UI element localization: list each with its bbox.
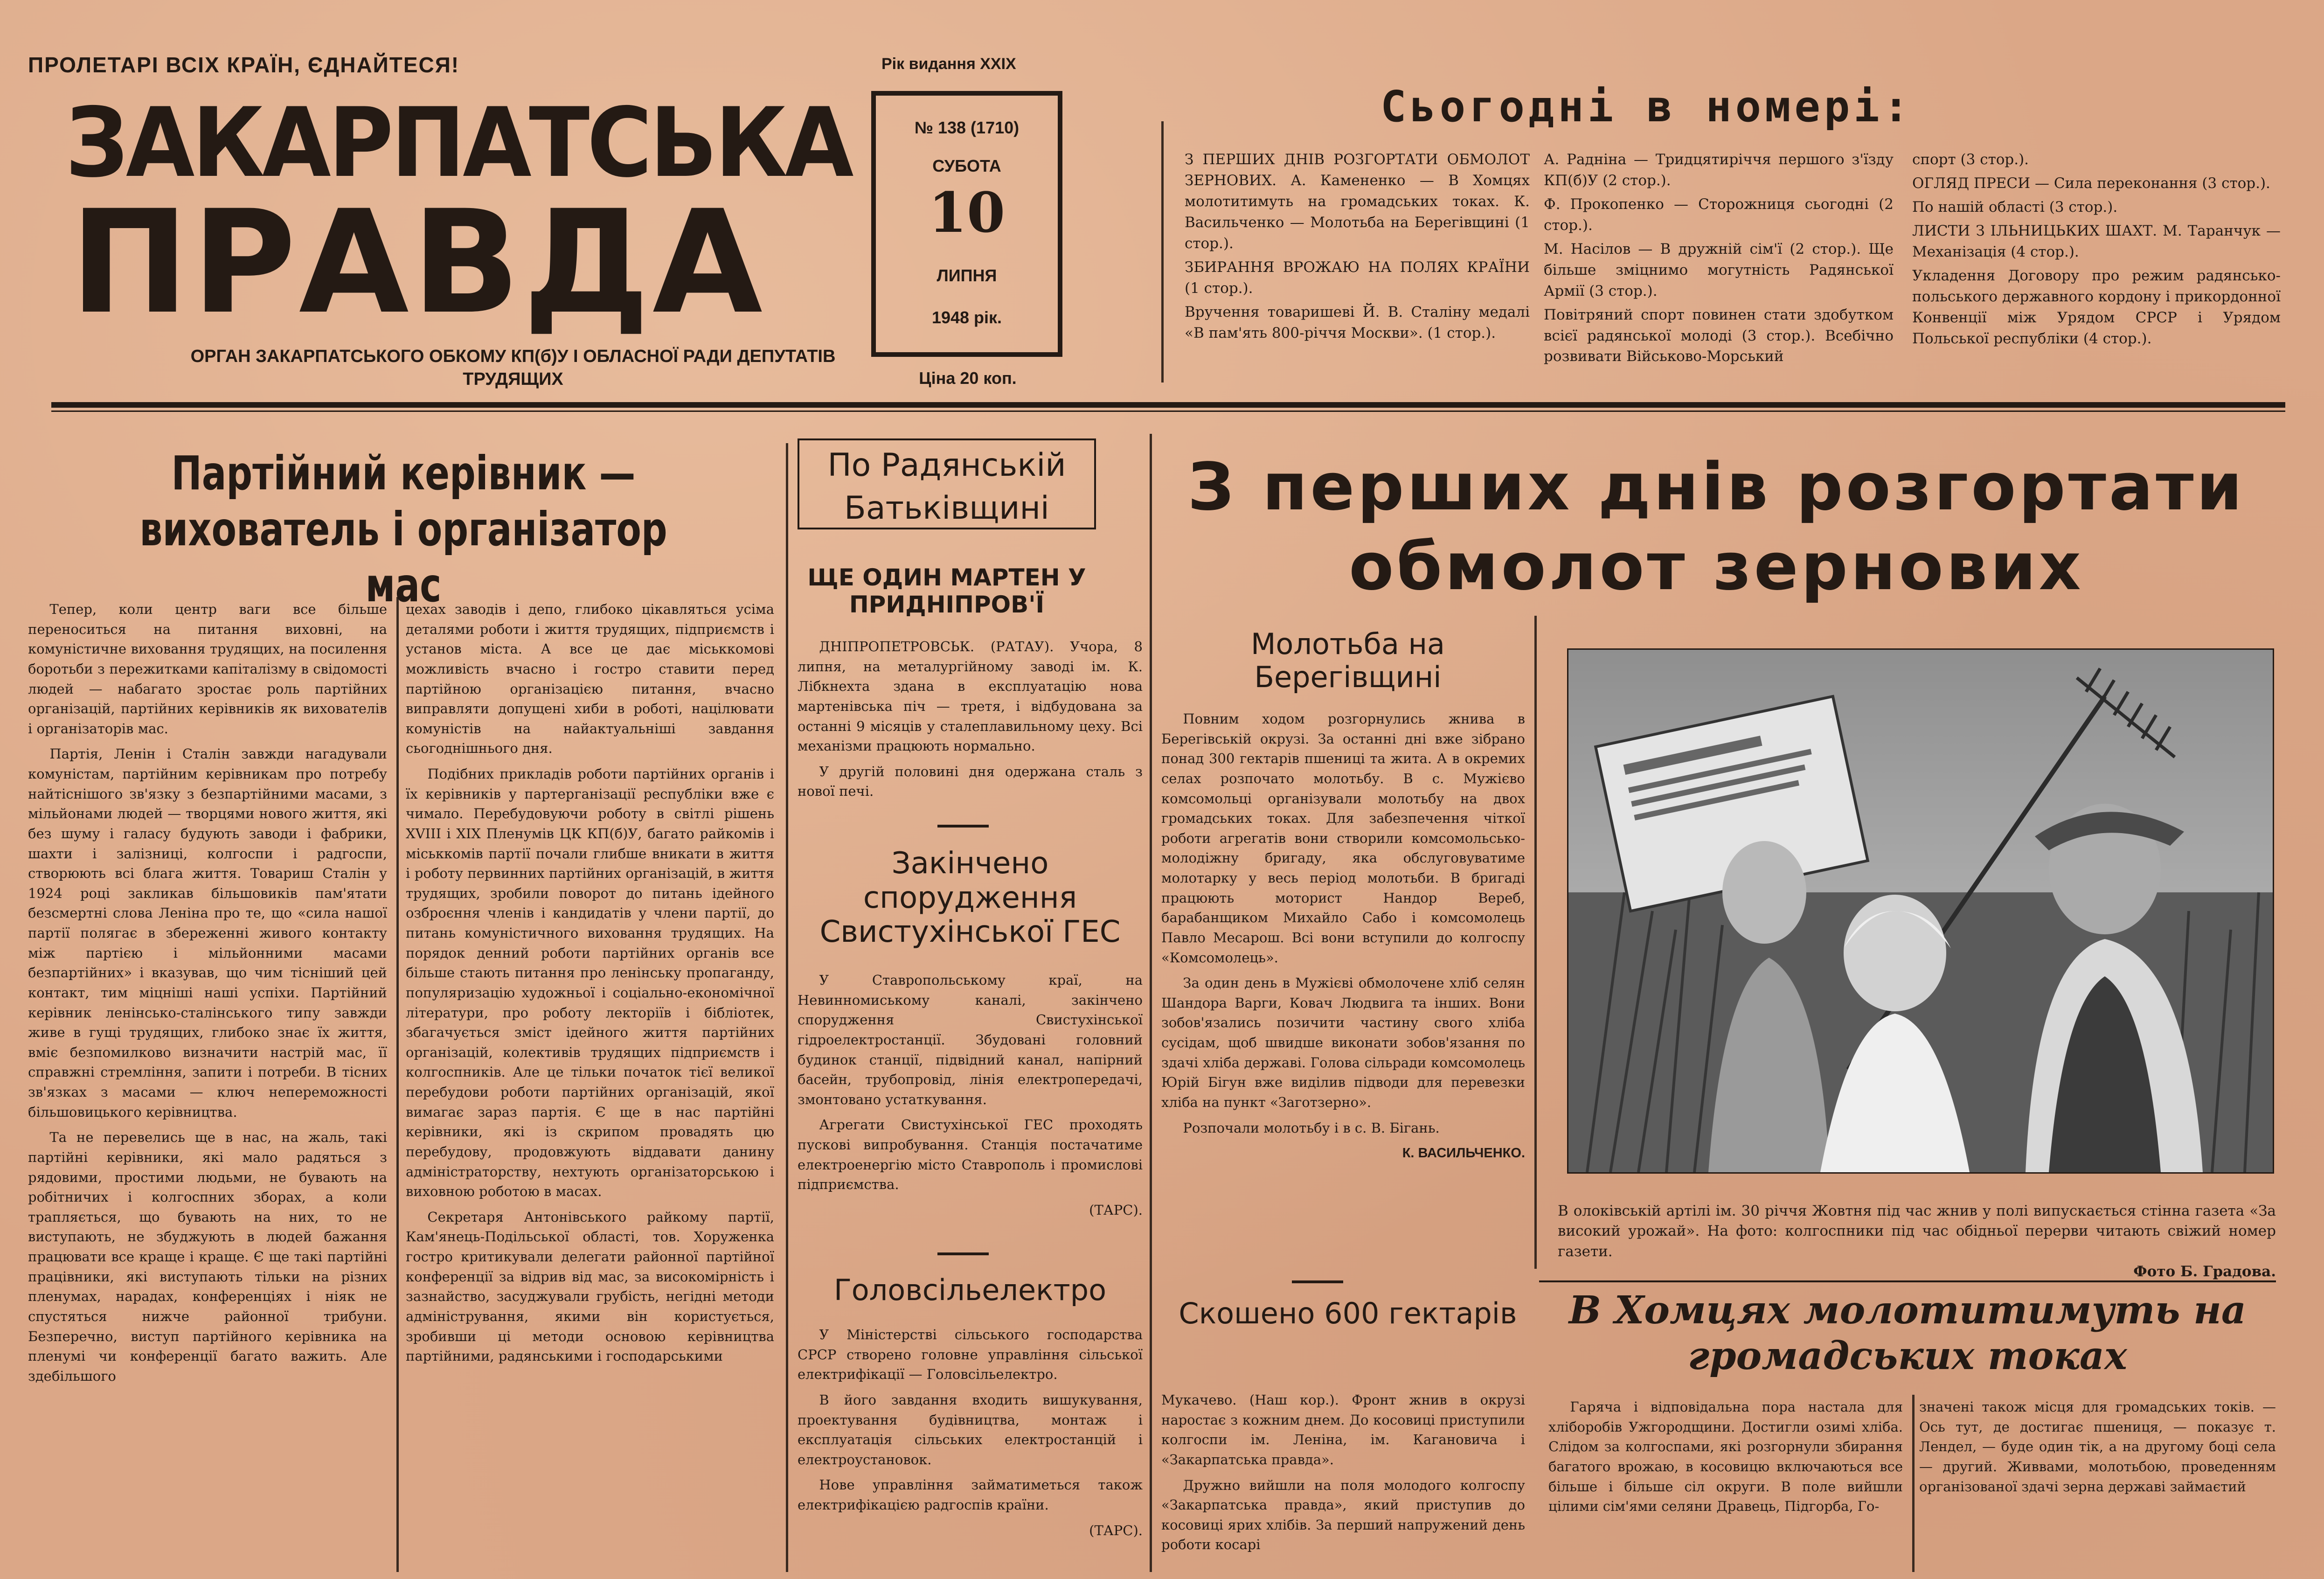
contents-item: ЗБИРАННЯ ВРОЖАЮ НА ПОЛЯХ КРАЇНИ (1 стор.).: [1185, 258, 1530, 297]
column-divider: [786, 443, 788, 1572]
paragraph: Розпочали молотьбу і в с. В. Бігань.: [1183, 1120, 1440, 1136]
slogan: ПРОЛЕТАРІ ВСІХ КРАЇН, ЄДНАЙТЕСЯ!: [28, 53, 460, 77]
paragraph: Тепер, коли центр ваги все більше переноситься на питання виховні, на комуністичне виховання трудящих, на посилення боротьби з пережитками капіталізму в свідомості людей — набагато зростає роль партійних організацій, партійних керівників як вихователів і організаторів мас.: [28, 601, 387, 737]
contents-item: А. Радніна — Тридцятиріччя першого з'їзду КП(б)У (2 стор.).: [1544, 151, 1894, 189]
contents-heading: Сьогодні в номері:: [1381, 82, 1913, 132]
paragraph: В його завдання входить вишукування, проектування будівництва, монтаж і експлуатація сільських електростанцій і електроустановок.: [798, 1391, 1143, 1468]
editorial-column-2: [406, 599, 774, 1366]
price: Ціна 20 коп.: [919, 369, 1017, 388]
source: (ТАРС).: [1089, 1522, 1143, 1538]
contents-item: Укладення Договору про режим радянсько-польського державного кордону і прикордонної Конвенції між Урядом СРСР і Урядом Польської республіки (4 стор.).: [1912, 267, 2281, 347]
separator: [937, 825, 989, 828]
article-headline: Головсільелектро: [833, 1273, 1107, 1307]
article-body: [1548, 1397, 1903, 1516]
paragraph: Подібних прикладів роботи партійних органів і їх керівників у партерганізації республіки вже є чимало. Перебудовуючи роботу в світлі рішень XVIII і XIX Пленумів ЦК КП(б)У, багато райкомів і міськкомів партії почали глибше вникати в життя і роботу первинних партійних організацій, в життя трудящих, зробили поворот до питань ідейного озброєння членів і кандидатів у члени партії, до питань комуністичного виховання трудящих. На порядок денний роботи партійних органів все більше стають питання про ленінську пропаганду, популяризацію художньої і соціально-економічної літератури, про роботу лекторіїв і бібліотек, збагачується зміст ідейного життя партійних організацій, колективів трудящих підприємств і колгоспників. Але це тільки початок тієї великої перебудови роботи партійних організацій, якої вимагає зараз партія. Є ще в нас партійні керівники, які із скрипом провадять цю перебудову, продовжують віддавати данину адміністраторству, нехтують організаторською і виховною роботою в масах.: [406, 766, 774, 1200]
contents-item: спорт (3 стор.).: [1912, 151, 2029, 168]
column-divider: [1912, 1395, 1915, 1572]
paragraph: Та не перевелись ще в нас, на жаль, такі партійні керівники, які мало радяться з рядовими, простими людьми, не бувають на робітничих і колгоспних зборах, а коли трапляється, що бувають на них, то не виступають, не збуджують в людей бажання працювати все краще і краще. Є ще такі партійні працівники, які виступають тільки на різних пленумах, нарадах, конференціях і ніяк не спустяться нижче районної трибуни. Безперечно, виступ партійного керівника на пленумі чи конференції багато важить. Але здебільшого: [28, 1129, 387, 1384]
editorial-headline: Партійний керівник — вихователь і організатор мас: [139, 446, 667, 612]
caption-text: В олоківській артілі ім. 30 річчя Жовтня під час жнив у полі випускається стінна газета «За високий урожай». На фото: колгоспники під час обідньої перерви читають свіжий номер газети.: [1558, 1203, 2276, 1260]
paragraph: У Міністерстві сільського господарства СРСР створено головне управління сільської електрифікації — Головсільелектро.: [798, 1327, 1143, 1383]
separator: [1292, 1280, 1343, 1283]
masthead-rule: [51, 402, 2285, 408]
article-body: [798, 637, 1143, 801]
weekday: СУБОТА: [932, 156, 1001, 175]
article-headline: Скошено 600 гектарів: [1179, 1296, 1517, 1330]
column-divider: [1150, 434, 1152, 1572]
paragraph: Агрегати Свистухінської ГЕС проходять пускові випробування. Станція постачатиме електроенергію місто Ставрополь і промислові підприємства.: [798, 1117, 1143, 1193]
harvest-photo: [1567, 648, 2274, 1174]
photo-caption: [1558, 1201, 2276, 1282]
paragraph: Повним ходом розгорнулись жнива в Берегівській окрузі. За останні дні вже зібрано понад 300 гектарів пшениці та жита. А в окремих селах розпочато молотьбу. В с. Мужієво комсомольці організували молотьбу на двох громадських токах. Для забезпечення чіткої роботи агрегатів вони створили комсомольсько-молодіжну бригаду, яка обслуговуватиме молотарку у весь період молотьби. В бригаді працюють моторист Нандор Вереб, барабанщиком Михайло Сабо і комсомолець Павло Месарош. Всі вони вступили до колгоспу «Комсомолець».: [1161, 711, 1525, 966]
paragraph: Нове управління займатиметься також електрифікацією радгоспів країни.: [798, 1477, 1143, 1513]
article-body: [1161, 709, 1525, 1163]
paragraph: Секретаря Антонівського райкому партії, Кам'янець-Подільської області, тов. Хоруженка гостро критикували делегати районної партійної конференції за відрив від мас, за високомірність і зазнайство, засуджували грубість, негідні методи адміністрування, якими він користується, зробивши ці методи основою керівництва партійними, радянськими і господарськими: [406, 1209, 774, 1364]
column-divider: [1534, 616, 1537, 1269]
article-headline: Молотьба на Берегівщині: [1250, 627, 1445, 695]
article-headline: В Хомцях молотитимуть на громадських токах: [1568, 1288, 2247, 1379]
article-body: [1161, 1390, 1525, 1555]
paragraph: Дружно вийшли на поля молодого колгоспу «Закарпатська правда», який приступив до косовиці ярих хлібів. За перший напружений день роботи косарі: [1161, 1477, 1525, 1553]
contents-item: Вручення товаришеві Й. В. Сталіну медалі «В пам'ять 800-річчя Москви». (1 стор.).: [1185, 303, 1530, 341]
contents-item: По нашій області (3 стор.).: [1912, 198, 2118, 216]
contents-item: ОГЛЯД ПРЕСИ — Сила переконання (3 стор.).: [1912, 174, 2270, 192]
paragraph: ДНІПРОПЕТРОВСЬК. (РАТАУ). Учора, 8 липня, на металургійному заводі ім. К. Лібкнехта здана в експлуатацію нова мартенівська піч — третя, і відбудована за останні 9 місяців у сталеплавильному цеху. Всі механізми працюють нормально.: [798, 639, 1143, 754]
section-rubric: По Радянській Батьківщині: [798, 438, 1096, 529]
author: К. ВАСИЛЬЧЕНКО.: [1402, 1146, 1525, 1161]
contents-column-1: [1185, 149, 1530, 346]
issue-number: № 138 (1710): [914, 118, 1020, 137]
contents-item: З ПЕРШИХ ДНІВ РОЗГОРТАТИ ОБМОЛОТ ЗЕРНОВИХ. А. Камененко — В Хомцях молотитимуть на громадських токах. К. Васильченко — Молотьба на Берегівщині (1 стор.).: [1185, 151, 1530, 252]
publisher-line: ОРГАН ЗАКАРПАТСЬКОГО ОБКОМУ КП(б)У І ОБЛАСНОЇ РАДИ ДЕПУТАТІВ ТРУДЯЩИХ: [190, 347, 836, 390]
contents-column-3: [1912, 149, 2281, 352]
lead-headline: З перших днів розгортати обмолот зернових: [1187, 449, 2245, 605]
article-headline: ЩЕ ОДИН МАРТЕН У ПРИДНІПРОВ'Ї: [807, 564, 1086, 618]
paragraph: значені також місця для громадських токів. — Ось тут, де достигає пшениця, — показує т. Лендел, — буде один тік, а на другому боці села — другий. Живвами, молотьбою, проведенням організованої здачі зерна державі займаєтий: [1919, 1399, 2276, 1495]
paragraph: Партія, Ленін і Сталін завжди нагадували комуністам, партійним керівникам про потребу найтіснішого зв'язку з безпартійними масами, з мільйонами людей — творцями нового життя, які без шуму і галасу будують заводи і фабрики, шахти і залізниці, колгоспи і радгоспи, створюють всі блага життя. Товариш Сталін у 1924 році закликав більшовиків пам'ятати безсмертні слова Леніна про те, що «сила нашої партії полягає в збереженні живого контакту між партією і мільйонними масами безпартійних» і вказував, що чим тісніший цей контакт, тим міцніші наші успіхи. Партійний керівник ленінсько-сталінського типу завжди живе в гущі трудящих, глибоко знає їх життя, вміє безпомилково визначити настрій мас, її справжні стремління, запити і потреби. В тісних зв'язках з масами — ключ непереможності більшовицького керівництва.: [28, 746, 387, 1120]
column-divider: [1161, 121, 1164, 383]
paragraph: Гаряча і відповідальна пора настала для хліборобів Ужгородщини. Достигли озимі хліба. Слідом за колгоспами, які розгорнули збирання багатого врожаю, в косовицю включаються все більше і більше сіл округи. В поле вийшли цілими сім'ями селяни Дравець, Підгорба, Го-: [1548, 1399, 1903, 1515]
photo-illustration: [1568, 650, 2273, 1172]
date-day: 10: [928, 180, 1006, 245]
date-month: ЛИПНЯ: [937, 266, 997, 285]
newspaper-title-line1: ЗАКАРПАТСЬКА: [65, 88, 851, 199]
separator: [937, 1252, 989, 1255]
paragraph: За один день в Мужієві обмолочене хліб селян Шандора Варги, Ковач Людвига та інших. Вони зобов'язались позичити частину свого хліба сусідам, щоб швидше виконати зобов'язання по здачі хліба державі. Голова сільради комсомолець Юрій Бігун вже виділив підводи для перевезки хліба на пункт «Заготзерно».: [1161, 975, 1525, 1110]
contents-item: М. Насілов — В дружній сім'ї (2 стор.). Ще більше зміцнимо могутність Радянської Армії (3 стор.).: [1544, 240, 1894, 299]
article-body: [798, 1325, 1143, 1540]
contents-item: ЛИСТИ З ІЛЬНИЦЬКИХ ШАХТ. М. Таранчук — Механізація (4 стор.).: [1912, 222, 2281, 260]
contents-item: Ф. Прокопенко — Сторожниця сьогодні (2 стор.).: [1544, 195, 1894, 234]
column-divider: [396, 597, 399, 1572]
contents-column-2: [1544, 149, 1894, 370]
issue-date-box: [871, 91, 1062, 357]
article-headline: Закінчено спорудження Свистухінської ГЕС: [819, 846, 1121, 950]
source: (ТАРС).: [1089, 1202, 1143, 1218]
masthead-rule-thin: [51, 410, 2285, 412]
photo-credit: Фото Б. Градова.: [2133, 1263, 2276, 1280]
section-rule: [1539, 1280, 2276, 1282]
article-body: [798, 970, 1143, 1220]
paragraph: Мукачево. (Наш кор.). Фронт жнив в окрузі наростає з кожним днем. До косовиці приступили колгоспи ім. Леніна, ім. Кагановича і «Закарпатська правда».: [1161, 1392, 1525, 1468]
year-of-issue: Рік видання XXIX: [881, 55, 1016, 73]
paragraph: У другій половині дня одержана сталь з нової печі.: [798, 763, 1143, 800]
contents-item: Повітряний спорт повинен стати здобутком всієї радянської молоді (3 стор.). Всебічно розвивати Військово-Морський: [1544, 306, 1894, 365]
article-body: [1919, 1397, 2276, 1496]
newspaper-title-line2: ПРАВДА: [70, 180, 766, 345]
editorial-column-1: [28, 599, 387, 1386]
paragraph: цехах заводів і депо, глибоко цікавляться усіма деталями роботи і життя трудящих, підприємств і установ міста. А все це дає міськкомові можливість вчасно і гостро ставити перед партійною організацією питання, вчасно виправляти допущені хиби в роботі, націлювати комуністів на найактуальніші завдання сьогоднішнього дня.: [406, 601, 774, 757]
date-year: 1948 рік.: [931, 308, 1002, 327]
paragraph: У Ставропольському краї, на Невинномиському каналі, закінчено спорудження Свистухінської гідроелектростанції. Збудовані головний будинок станції, підвідний канал, напірний басейн, трубопровід, лінія електропередачі, змонтовано устаткування.: [798, 972, 1143, 1107]
